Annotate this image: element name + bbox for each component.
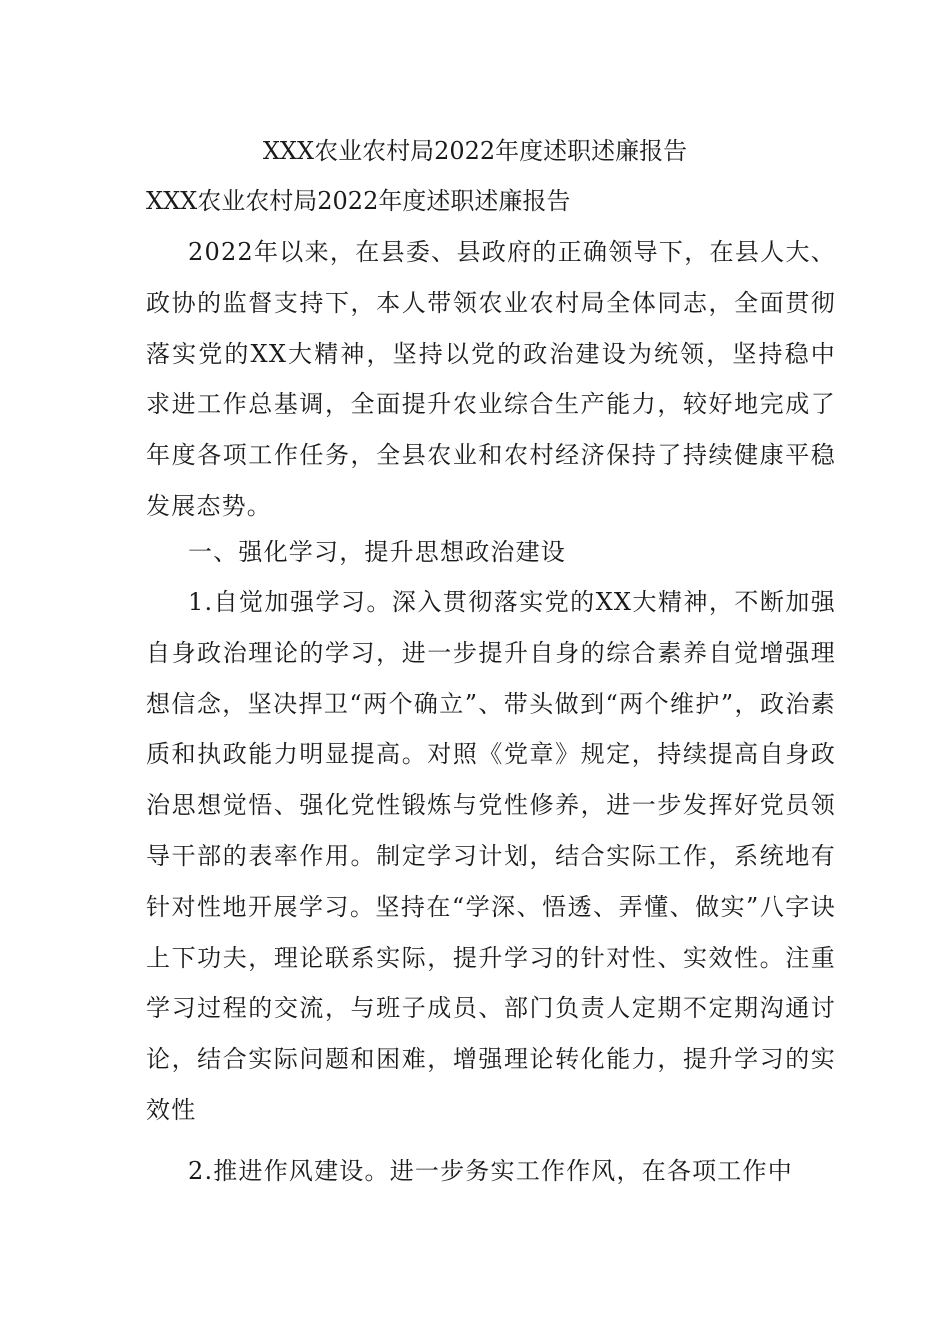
- section-heading: 一、强化学习，提升思想政治建设: [188, 538, 566, 566]
- item-1-paragraph: 1.自觉加强学习。深入贯彻落实党的XX大精神，不断加强自身政治理论的学习，进一步提升自身的综合素养自觉增强理想信念，坚决捍卫“两个确立”、带头做到“两个维护”，政治素质和执政能力明显提高。对照《党章》规定，持续提高自身政治思想觉悟、强化党性锻炼与党性修养，进一步发挥好党员领导干部的表率作用。制定学习计划，结合实际工作，系统地有针对性地开展学习。坚持在“学深、悟透、弄懂、做实”八字诀上下功夫，理论联系实际，提升学习的针对性、实效性。注重学习过程的交流，与班子成员、部门负责人定期不定期沟通讨论，结合实际问题和困难，增强理论转化能力，提升学习的实效性: [146, 588, 836, 1124]
- document-subtitle: XXX农业农村局2022年度述职述廉报告: [146, 187, 571, 215]
- item-2-paragraph: 2.推进作风建设。进一步务实工作作风，在各项工作中: [188, 1157, 793, 1185]
- intro-paragraph: 2022年以来，在县委、县政府的正确领导下，在县人大、政协的监督支持下，本人带领农业农村局全体同志，全面贯彻落实党的XX大精神，坚持以党的政治建设为统领，坚持稳中求进工作总基调，全面提升农业综合生产能力，较好地完成了年度各项工作任务，全县农业和农村经济保持了持续健康平稳发展态势。: [146, 238, 836, 520]
- document-title: XXX农业农村局2022年度述职述廉报告: [262, 137, 688, 165]
